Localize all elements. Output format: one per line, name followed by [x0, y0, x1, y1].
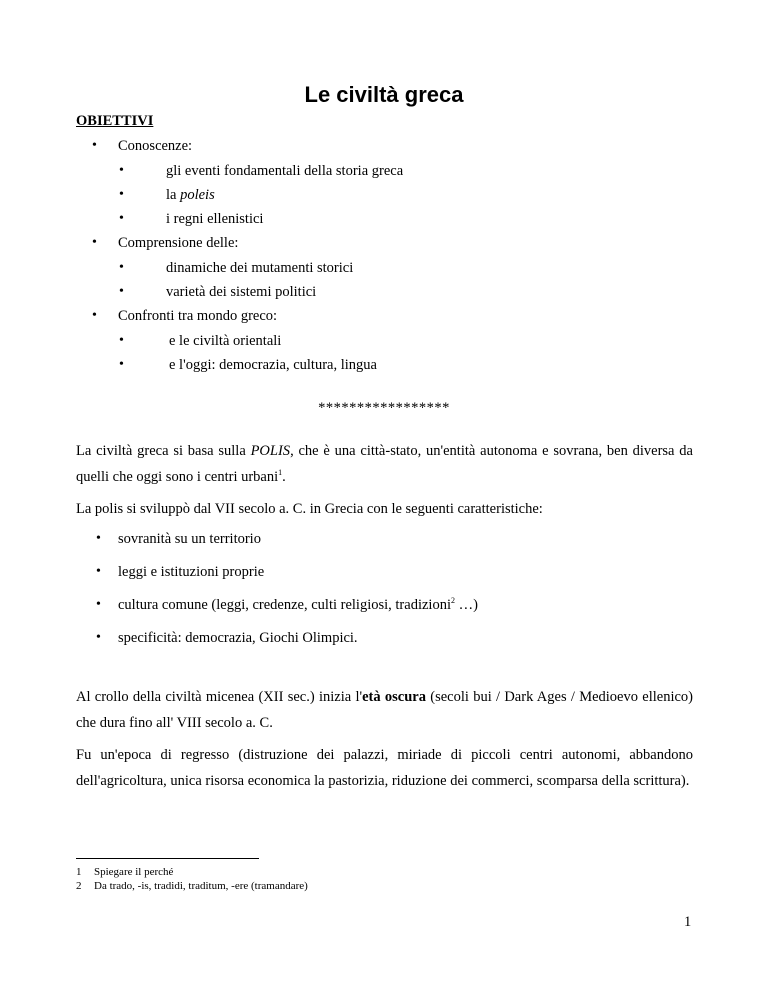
objective-group-label: Comprensione delle:: [118, 235, 239, 251]
paragraph-polis-development: La polis si sviluppò dal VII secolo a. C. in Grecia con le seguenti caratteristiche:: [76, 501, 543, 517]
bullet-icon: •: [119, 187, 124, 202]
objectives-heading: OBIETTIVI: [76, 113, 154, 129]
bullet-icon: •: [119, 211, 124, 226]
paragraph-regression: Fu un'epoca di regresso (distruzione dei palazzi, miriade di piccoli centri autonomi, abbandono dell'agricoltura, unica risorsa economica la pastorizia, riduzione dei commerci, scomparsa della scrittura).: [76, 747, 693, 789]
dark-age-term: età oscura: [362, 689, 426, 705]
separator: *****************: [318, 400, 450, 416]
bullet-icon: •: [92, 235, 97, 250]
bullet-icon: •: [96, 531, 101, 546]
footnote: 2 Da trado, -is, tradidi, traditum, -ere (tramandare): [76, 880, 308, 892]
bullet-icon: •: [96, 630, 101, 645]
bullet-icon: •: [119, 357, 124, 372]
bullet-icon: •: [119, 333, 124, 348]
objective-group-label: Conoscenze:: [118, 138, 193, 154]
polis-term: POLIS: [250, 443, 291, 459]
page-title: Le civiltà greca: [304, 82, 464, 107]
objective-item: gli eventi fondamentali della storia greca: [166, 163, 404, 179]
bullet-icon: •: [119, 284, 124, 299]
feature-item: sovranità su un territorio: [118, 531, 261, 547]
objective-item: i regni ellenistici: [166, 211, 264, 227]
objective-item: dinamiche dei mutamenti storici: [166, 260, 354, 276]
bullet-icon: •: [92, 308, 97, 323]
objective-item: varietà dei sistemi politici: [166, 284, 317, 300]
bullet-icon: •: [119, 260, 124, 275]
footnote-ref: 2: [450, 596, 455, 606]
paragraph-dark-ages: Al crollo della civiltà micenea (XII sec.) inizia l'età oscura (secoli bui / Dark Ages / Medioevo ellenico) che dura fino all' VIII secolo a. C.: [76, 689, 694, 731]
objective-item: e le civiltà orientali: [169, 333, 282, 349]
page-number: 1: [684, 914, 692, 930]
bullet-icon: •: [96, 564, 101, 579]
bullet-icon: •: [92, 138, 97, 153]
bullet-icon: •: [96, 597, 101, 612]
footnote-ref: 1: [278, 468, 283, 478]
feature-item: specificità: democrazia, Giochi Olimpici.: [118, 630, 358, 646]
bullet-icon: •: [119, 163, 124, 178]
feature-item: leggi e istituzioni proprie: [118, 564, 265, 580]
paragraph-polis: La civiltà greca si basa sulla POLIS, che è una città-stato, un'entità autonoma e sovrana, ben diversa da quelli che oggi sono i centri urbani$^1$.: [76, 443, 693, 485]
objective-item: e l'oggi: democrazia, cultura, lingua: [169, 357, 377, 373]
poleis-term: poleis: [180, 187, 215, 203]
footnote-separator: [76, 858, 259, 859]
feature-item: cultura comune (leggi, credenze, culti religiosi, tradizioni$^2$ …): [118, 596, 478, 613]
footnote: 1 Spiegare il perché: [76, 866, 174, 878]
objective-item: la poleis: [166, 187, 215, 203]
objective-group-label: Confronti tra mondo greco:: [118, 308, 278, 324]
